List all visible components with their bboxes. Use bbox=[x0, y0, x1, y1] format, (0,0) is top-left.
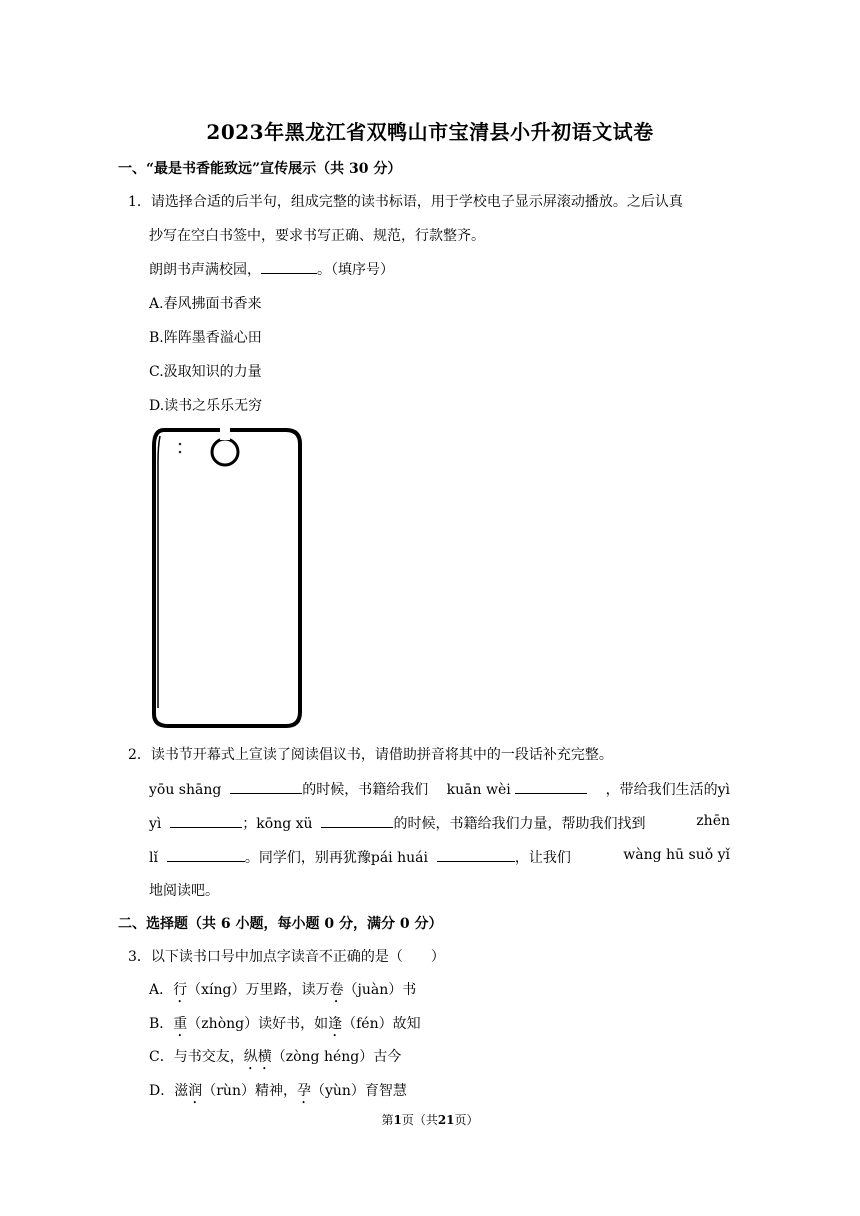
choice-text: （yùn）育智慧 bbox=[310, 1083, 407, 1099]
pinyin-kuanwei: kuān wèi bbox=[446, 782, 511, 798]
answer-blank[interactable] bbox=[230, 779, 302, 794]
answer-blank[interactable] bbox=[261, 259, 317, 274]
separator: ； bbox=[242, 816, 257, 832]
dotted-char: 润 bbox=[188, 1083, 203, 1099]
page-title: 2023年黑龙江省双鸭山市宝清县小升初语文试卷 bbox=[206, 120, 654, 144]
dotted-char: 孕 bbox=[296, 1083, 311, 1099]
question-1-number: 1． bbox=[128, 194, 151, 210]
pinyin-yi-2: yì bbox=[149, 816, 162, 832]
footer-text: 第 bbox=[381, 1113, 394, 1127]
choice-text: （zòng héng）古今 bbox=[271, 1049, 402, 1065]
dotted-char: 行 bbox=[173, 982, 188, 998]
text-segment: 的时候，书籍给我们 bbox=[302, 782, 429, 798]
option-b: B.阵阵墨香溢心田 bbox=[149, 330, 262, 346]
pinyin-segment bbox=[149, 779, 428, 799]
pinyin-line-3 bbox=[149, 847, 730, 867]
blank-bookmark-drawing bbox=[146, 422, 306, 730]
text-segment: 的时候，书籍给我们力量，帮助我们找到 bbox=[393, 816, 646, 832]
section-heading-2: 二、选择题（共 6 小题，每小题 0 分，满分 0 分） bbox=[118, 916, 443, 932]
footer-text: 页） bbox=[454, 1113, 479, 1127]
pinyin-zhen: zhēn bbox=[696, 813, 730, 829]
answer-blank[interactable] bbox=[321, 813, 393, 828]
prompt-before: 朗朗书声满校园， bbox=[149, 262, 261, 278]
pinyin-youshang: yōu shāng bbox=[149, 782, 222, 798]
pinyin-li: lǐ bbox=[149, 850, 158, 866]
answer-blank[interactable] bbox=[437, 847, 515, 862]
choice-a[interactable] bbox=[149, 979, 416, 1006]
answer-blank[interactable] bbox=[167, 847, 245, 862]
question-1-prompt bbox=[149, 259, 394, 279]
pinyin-segment bbox=[447, 779, 588, 799]
choice-c[interactable] bbox=[149, 1046, 401, 1073]
text-segment: ，带给我们生活的 bbox=[605, 782, 718, 798]
answer-blank[interactable] bbox=[170, 813, 242, 828]
answer-blank[interactable] bbox=[515, 779, 587, 794]
dotted-char: 纵横 bbox=[243, 1049, 272, 1065]
choice-text: 与书交友， bbox=[173, 1049, 244, 1065]
page-total: 21 bbox=[437, 1113, 455, 1127]
text-segment: ，让我们 bbox=[514, 850, 571, 866]
option-a: A.春风拂面书香来 bbox=[149, 296, 262, 312]
question-2-number: 2． bbox=[128, 747, 151, 763]
page-number: 1 bbox=[393, 1113, 402, 1127]
pinyin-line-2 bbox=[149, 813, 730, 833]
question-1-line-1 bbox=[128, 191, 683, 211]
question-2-line-end: 地阅读吧。 bbox=[149, 883, 219, 899]
choice-label: A． bbox=[149, 982, 174, 998]
question-3-number: 3． bbox=[128, 949, 151, 965]
pinyin-line-1 bbox=[149, 779, 730, 799]
page-footer bbox=[0, 1111, 860, 1128]
question-1-text-1: 请选择合适的后半句，组成完整的读书标语，用于学校电子显示屏滚动播放。之后认真 bbox=[150, 194, 683, 210]
choice-d[interactable] bbox=[149, 1080, 407, 1107]
pinyin-yi: yì bbox=[717, 782, 730, 798]
choice-label: C． bbox=[149, 1049, 174, 1065]
question-1-text-2: 抄写在空白书签中，要求书写正确、规范，行款整齐。 bbox=[149, 228, 485, 244]
dotted-char: 卷 bbox=[329, 982, 344, 998]
text-segment: 。同学们，别再犹豫 bbox=[244, 850, 371, 866]
pinyin-kongxu: kōng xü bbox=[256, 816, 313, 832]
choice-text: （rùn）精神， bbox=[202, 1083, 297, 1099]
question-3-text: 以下读书口号中加点字读音不正确的是（ ） bbox=[150, 949, 445, 965]
dotted-char: 重 bbox=[173, 1016, 188, 1032]
dotted-char: 逢 bbox=[328, 1016, 343, 1032]
choice-text: （zhòng）读好书，如 bbox=[187, 1016, 329, 1032]
choice-b[interactable] bbox=[149, 1013, 421, 1040]
pinyin-segment bbox=[606, 779, 730, 799]
choice-text: （fén）故知 bbox=[342, 1016, 421, 1032]
pinyin-wanghusuoyi: wàng hū suǒ yǐ bbox=[623, 847, 730, 863]
choice-text: （xíng）万里路，读万 bbox=[187, 982, 330, 998]
choice-label: D． bbox=[149, 1083, 175, 1099]
section-heading-1: 一、“最是书香能致远”宣传展示（共 30 分） bbox=[118, 161, 402, 177]
pinyin-segment bbox=[149, 813, 645, 833]
pinyin-paihuai: pái huái bbox=[370, 850, 428, 866]
option-d: D.读书之乐乐无穷 bbox=[149, 398, 263, 414]
option-c: C.汲取知识的力量 bbox=[149, 364, 262, 380]
choice-text: （juàn）书 bbox=[343, 982, 417, 998]
footer-text: 页（共 bbox=[401, 1113, 438, 1127]
prompt-after: 。（填序号） bbox=[317, 262, 394, 278]
question-2-line-1 bbox=[128, 744, 613, 764]
question-3-line-1 bbox=[128, 946, 445, 966]
question-2-text: 读书节开幕式上宣读了阅读倡议书，请借助拼音将其中的一段话补充完整。 bbox=[150, 747, 613, 763]
choice-label: B． bbox=[149, 1016, 174, 1032]
choice-text: 滋 bbox=[174, 1083, 189, 1099]
pinyin-segment bbox=[149, 847, 571, 867]
